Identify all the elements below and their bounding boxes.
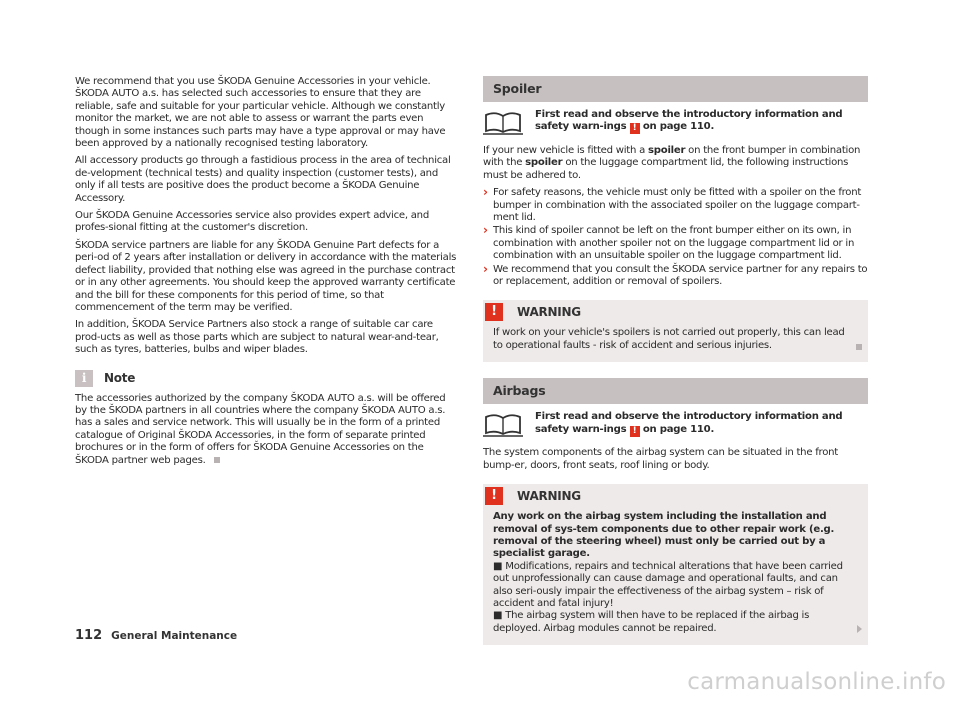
- warning-symbol-icon: !: [630, 426, 640, 437]
- list-item: › We recommend that you consult the ŠKODA service partner for any repairs to or replacement, addition or removal of spoilers.: [483, 264, 868, 289]
- section-title-spoiler: Spoiler: [483, 76, 868, 102]
- read-first-notice: First read and observe the introductory information and safety warn-ings ! on page 110.: [483, 109, 868, 137]
- paragraph: In addition, ŠKODA Service Partners also stock a range of suitable car care prod-ucts as well as those parts which are subject to natural wear-and-tear, such as tyres, batteries, bulbs and wiper blades.: [75, 319, 439, 356]
- open-book-icon: [483, 411, 523, 439]
- list-item: › This kind of spoiler cannot be left on the front bumper either on its own, in combination with another spoiler not on the luggage compartment lid or in combination with an unsuitable spoiler on the luggage compartment lid.: [483, 225, 868, 262]
- read-first-notice: First read and observe the introductory information and safety warn-ings ! on page 110.: [483, 411, 868, 439]
- paragraph: We recommend that you use ŠKODA Genuine Accessories in your vehicle. ŠKODA AUTO a.s. has selected such accessories to ensure that they are reliable, safe and suitable for your particular vehicle. Although we constantly monitor the market, we are not able to assess or warrant the parts even though in some instances such parts may have a type approval or may have been approved by a nationally recognised testing laboratory.: [75, 76, 446, 150]
- warning-item: ■ Modifications, repairs and technical alterations that have been carried out unprofessionally can cause damage and operational faults, and can also seri-ously impair the effectiveness of the airbag system – risk of accident and fatal injury!: [493, 560, 843, 609]
- spoiler-warning-box: [483, 300, 868, 362]
- warning-symbol-icon: !: [630, 123, 640, 134]
- warning-item: ■ The airbag system will then have to be replaced if the airbag is deployed. Airbag modules cannot be repaired.: [493, 610, 810, 634]
- note-header: [75, 370, 459, 387]
- warning-title: WARNING: [517, 305, 581, 320]
- note-text: The accessories authorized by the company ŠKODA AUTO a.s. will be offered by the ŠKODA partners in all countries where the company ŠKODA AUTO a.s. has a sales and service network. This will usually be in the form of a printed catalogue of Original ŠKODA Accessories, in the form of separate printed brochures or in the form of offers for ŠKODA Genuine Accessories on the ŠKODA partner web pages.: [75, 392, 446, 466]
- watermark: carmanualsonline.info: [687, 669, 946, 695]
- info-icon: i: [75, 370, 93, 387]
- warning-bold-text: Any work on the airbag system including the installation and removal of sys-tem components due to other repair work (e.g. removal of the steering wheel) must only be carried out by a specialist garage.: [493, 511, 835, 560]
- note-title: Note: [104, 370, 136, 385]
- end-of-section-icon: [214, 457, 220, 463]
- list-item: › For safety reasons, the vehicle must only be fitted with a spoiler on the front bumper in combination with the associated spoiler on the luggage compart-ment lid.: [483, 187, 868, 224]
- spoiler-instructions: [483, 187, 868, 288]
- page-footer: [75, 628, 237, 643]
- paragraph: All accessory products go through a fastidious process in the area of technical de-velopment (technical tests) and quality inspection (customer tests), and only if all tests are positive does the product become a ŠKODA Genuine Accessory.: [75, 155, 451, 204]
- page-reference-link[interactable]: on page 110.: [642, 423, 715, 435]
- warning-icon: !: [485, 487, 503, 505]
- airbags-warning-box: [483, 484, 868, 645]
- end-of-section-icon: [856, 344, 862, 350]
- warning-icon: !: [485, 303, 503, 321]
- airbags-text: The system components of the airbag system can be situated in the front bump-er, doors, front seats, roof lining or body.: [483, 447, 839, 471]
- paragraph: ŠKODA service partners are liable for any ŠKODA Genuine Part defects for a peri-od of 2 years after installation or delivery in accordance with the materials defect liability, provided that nothing else was agreed in the purchase contract or in any other agreements. You should keep the approved warranty certificate and the bill for these components for this period of time, so that commencement of the term may be verified.: [75, 239, 457, 313]
- left-column: [75, 76, 459, 472]
- open-book-icon: [483, 109, 523, 137]
- page-number: 112: [75, 628, 103, 643]
- warning-text: If work on your vehicle's spoilers is not carried out properly, this can lead to operational faults - risk of accident and serious injuries.: [493, 327, 845, 351]
- right-column: [483, 76, 868, 661]
- spoiler-intro: If your new vehicle is fitted with a spoiler on the front bumper in combination with the spoiler on the luggage compartment lid, the following instructions must be adhered to.: [483, 145, 861, 181]
- paragraph: Our ŠKODA Genuine Accessories service also provides expert advice, and profes-sional fitting at the customer's discretion.: [75, 210, 429, 234]
- section-title-airbags: Airbags: [483, 378, 868, 404]
- page-reference-link[interactable]: on page 110.: [642, 121, 715, 133]
- chapter-name: General Maintenance: [111, 630, 238, 642]
- warning-title: WARNING: [517, 488, 581, 503]
- continued-arrow-icon: [857, 625, 862, 633]
